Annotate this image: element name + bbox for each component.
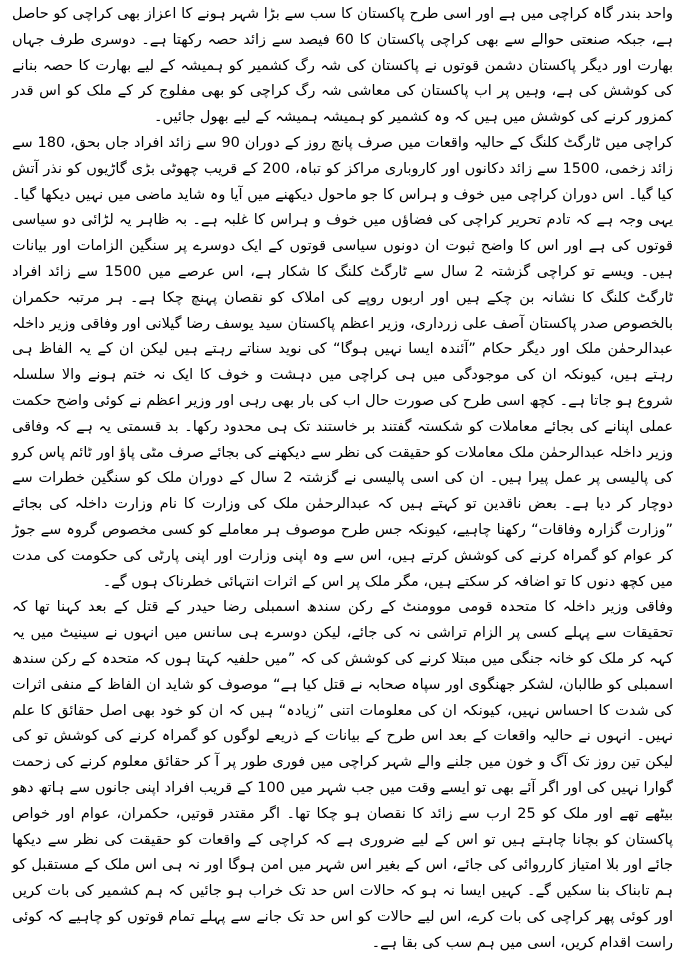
article-paragraph-3: وفاقی وزیر داخلہ کا متحدہ قومی موومنٹ کے رکن سندھ اسمبلی رضا حیدر کے قتل کے بعد کہنا تھا کہ تحقیقات سے پہلے کسی پر الزام تراشی نہ کی جائے، لیکن دوسرے ہی سانس میں انہوں نے سینیٹ میں یہ کہہ کر ملک کو خانہ جنگی میں مبتلا کرنے کی کوشش کی کہ ”میں حلفیہ کہتا ہوں کہ متحدہ کے رکن سندھ اسمبلی کو طالبان، لشکر جھنگوی اور سپاہ صحابہ نے قتل کیا ہے“ موصوف کو شاید ان الفاظ کے منفی اثرات کی شدت کا احساس نہیں، کیونکہ ان کی معلومات اتنی ”زیادہ“ ہیں کہ ان کو خود بھی اصل حقائق کا علم نہیں۔ انہوں نے حالیہ واقعات کے بعد اس طرح کے بیانات کے ذریعے لوگوں کو گمراہ کرنے کی کوشش تو کی لیکن تین روز تک آگ و خون میں جلنے والے شہر کراچی میں فوری طور پر آ کر حقائق معلوم کرنے کی زحمت گوارا نہیں کی اور اگر آئے بھی تو ایسے وقت میں جب شہر میں 100 کے قریب افراد اپنی جانوں سے ہاتھ دھو بیٹھے تھے اور ملک کو 25 ارب سے زائد کا نقصان ہو چکا تھا۔ اگر مقتدر قوتیں، حکمران، عوام اور خواص پاکستان کو بچانا چاہتے ہیں تو اس کے لیے ضروری ہے کہ کراچی کے واقعات کو حقیقت کی نظر سے دیکھا جائے اور بلا امتیاز کارروائی کی جائے، اس کے بغیر اس شہر میں امن ہوگا اور نہ ہی اس ملک کے مستقبل کو ہم تابناک بنا سکیں گے۔ کہیں ایسا نہ ہو کہ حالات اس حد تک خراب ہو جائیں کہ ہم کشمیر کی بات کریں اور کوئی پھر کراچی کی بات کرے، اس لیے حالات کو اس حد تک جانے سے پہلے تمام قوتوں کو چاہیے کہ کوئی راست اقدام کریں، اسی میں ہم سب کی بقا ہے۔	[12, 599, 674, 951]
article-paragraph-2: کراچی میں ٹارگٹ کلنگ کے حالیہ واقعات میں صرف پانچ روز کے دوران 90 سے زائد افراد جاں بحق، 180 سے زائد زخمی، 1500 سے زائد دکانوں اور کاروباری مراکز کو تباہ، 200 کے قریب چھوٹی بڑی گاڑیوں کو نذر آتش کیا گیا۔ اس دوران کراچی میں خوف و ہراس کا جو ماحول دیکھنے میں آیا وہ شاید ماضی میں نہیں دیکھا گیا۔ یہی وجہ ہے کہ تادم تحریر کراچی کی فضاؤں میں خوف و ہراس کا غلبہ ہے۔ بہ ظاہر یہ لڑائی دو سیاسی قوتوں کی ہے اور اس کا واضح ثبوت ان دونوں سیاسی قوتوں کے ایک دوسرے پر سنگین الزامات اور بیانات ہیں۔ ویسے تو کراچی گزشتہ 2 سال سے ٹارگٹ کلنگ کا شکار ہے، اس عرصے میں 1500 سے زائد افراد ٹارگٹ کلنگ کا نشانہ بن چکے ہیں اور اربوں روپے کی املاک کو نقصان پہنچ چکا ہے۔ ہر مرتبہ حکمران بالخصوص صدر پاکستان آصف علی زرداری، وزیر اعظم پاکستان سید یوسف رضا گیلانی اور وفاقی وزیر داخلہ عبدالرحمٰن ملک اور دیگر حکام ”آئندہ ایسا نہیں ہوگا“ کی نوید سناتے رہتے ہیں لیکن ان کے یہ الفاظ ہی رہتے ہیں، کیونکہ ان کی موجودگی میں ہی کراچی میں دہشت و خوف کا ایک نہ ختم ہونے والا سلسلہ شروع ہو جاتا ہے۔ کچھ اسی طرح کی صورت حال اب کی بار بھی رہی اور وزیر اعظم نے کوئی واضح حکمت عملی اپنانے کی بجائے معاملات کو شکستہ گفتند بر خاستند تک ہی محدود رکھا۔ بد قسمتی یہ ہے کہ وفاقی وزیر داخلہ عبدالرحمٰن ملک معاملات کو حقیقت کی نظر سے دیکھنے کی بجائے صرف مٹی پاؤ اور ٹائم پاس کرو کی پالیسی پر عمل پیرا ہیں۔ ان کی اسی پالیسی نے گزشتہ 2 سال کے دوران ملک کو سنگین خطرات سے دوچار کر دیا ہے۔ بعض ناقدین تو کہتے ہیں کہ عبدالرحمٰن ملک کی وزارت کا نام وزارت داخلہ کی بجائے ”وزارت گزارہ وفاقات“ رکھنا چاہیے، کیونکہ جس طرح موصوف ہر معاملے کو کسی مخصوص گروہ سے جوڑ کر عوام کو گمراہ کرنے کی کوشش کرتے ہیں، اس سے وہ اپنی وزارت اور اپنی پارٹی کی حکومت کی مدت میں کچھ دنوں کا تو اضافہ کر سکتے ہیں، مگر ملک پر اس کے اثرات انتہائی خطرناک ہوں گے۔	[12, 134, 674, 590]
article-paragraph-1: واحد بندر گاہ کراچی میں ہے اور اسی طرح پاکستان کا سب سے بڑا شہر ہونے کا اعزاز بھی کراچی کو حاصل ہے، جبکہ صنعتی حوالے سے بھی کراچی پاکستان کا 60 فیصد سے زائد حصہ رکھتا ہے۔ دوسری طرف جہاں بھارت اور دیگر پاکستان دشمن قوتوں نے پاکستان کی شہ رگ کشمیر کو ہمیشہ کے لیے بھارت کا حصہ بنانے کی کوشش کی ہے، وہیں پر اب پاکستان کی معاشی شہ رگ کراچی کو بھی مفلوج کر کے ملک کو اس قدر کمزور کرنے کی کوشش میں ہیں کہ وہ کشمیر کو ہمیشہ ہمیشہ کے لیے بھول جائیں۔	[12, 6, 673, 126]
